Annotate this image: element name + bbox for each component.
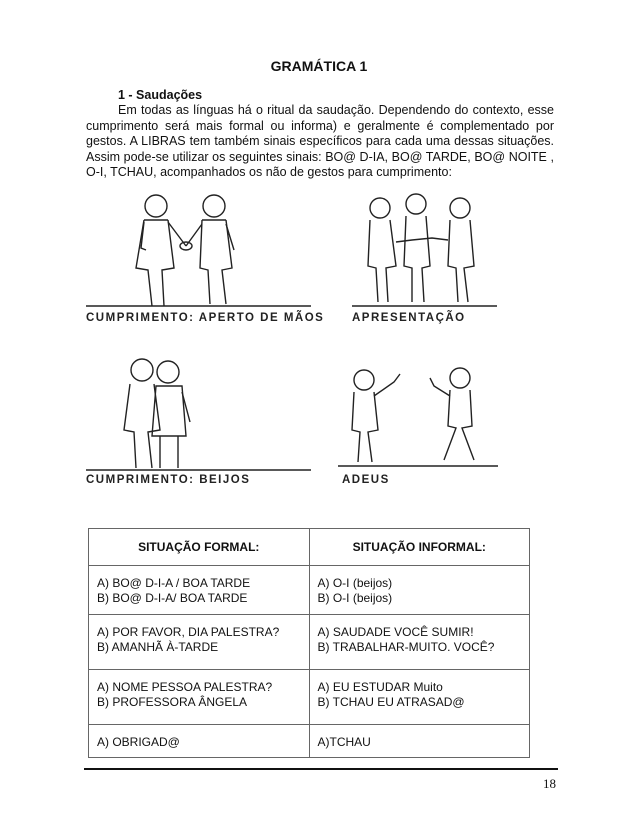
informal-line: A) EU ESTUDAR Muito — [317, 680, 443, 694]
section-heading: 1 - Saudações — [118, 88, 203, 102]
informal-cell — [309, 670, 530, 725]
header-formal: SITUAÇÃO FORMAL: — [89, 529, 310, 566]
caption-handshake: CUMPRIMENTO: APERTO DE MÃOS — [86, 312, 325, 324]
situations-table — [88, 528, 530, 758]
footer-rule — [84, 768, 558, 770]
formal-cell — [89, 670, 310, 725]
intro-paragraph: Em todas as línguas há o ritual da saudação. Dependendo do contexto, esse cumprimento será mais formal ou informa) e geralmente é complementado por gestos. A LIBRAS tem também sinais específicos para cada uma dessas situações. Assim pode-se utilizar os seguintes sinais: BO@ D-IA, BO@ TARDE, BO@ NOITE , O-I, TCHAU, acompanhados os não de gestos para cumprimento: — [86, 103, 554, 179]
table-row — [89, 615, 530, 670]
page-number: 18 — [543, 776, 556, 791]
formal-line: B) PROFESSORA ÂNGELA — [97, 695, 248, 709]
formal-line: A) BO@ D-I-A / BOA TARDE — [97, 576, 251, 590]
formal-cell — [89, 566, 310, 615]
formal-line: B) BO@ D-I-A/ BOA TARDE — [97, 591, 248, 605]
table-row — [89, 566, 530, 615]
informal-cell — [309, 566, 530, 615]
table-header-row — [89, 529, 530, 566]
kisses-illustration — [86, 352, 316, 477]
informal-line: B) O-I (beijos) — [317, 591, 393, 605]
formal-line: A) NOME PESSOA PALESTRA? — [97, 680, 273, 694]
informal-line: A) SAUDADE VOCÊ SUMIR! — [317, 625, 474, 639]
informal-cell — [309, 615, 530, 670]
handshake-illustration — [86, 188, 316, 313]
informal-line: A) O-I (beijos) — [317, 576, 393, 590]
header-informal: SITUAÇÃO INFORMAL: — [309, 529, 530, 566]
page-title: GRAMÁTICA 1 — [270, 58, 368, 74]
formal-line: A) OBRIGAD@ — [97, 735, 180, 749]
caption-kisses: CUMPRIMENTO: BEIJOS — [86, 474, 251, 486]
formal-line: B) AMANHÃ À-TARDE — [97, 640, 219, 654]
informal-line: A)TCHAU — [317, 735, 371, 749]
formal-cell — [89, 615, 310, 670]
goodbye-illustration — [338, 360, 508, 472]
informal-line: B) TCHAU EU ATRASAD@ — [317, 695, 465, 709]
informal-cell — [309, 725, 530, 758]
caption-presentation: APRESENTAÇÃO — [352, 312, 466, 324]
table-row — [89, 670, 530, 725]
caption-goodbye: ADEUS — [342, 474, 390, 486]
informal-line: B) TRABALHAR-MUITO. VOCÊ? — [317, 640, 495, 654]
formal-line: A) POR FAVOR, DIA PALESTRA? — [97, 625, 280, 639]
presentation-illustration — [352, 188, 502, 313]
table-row — [89, 725, 530, 758]
formal-cell — [89, 725, 310, 758]
